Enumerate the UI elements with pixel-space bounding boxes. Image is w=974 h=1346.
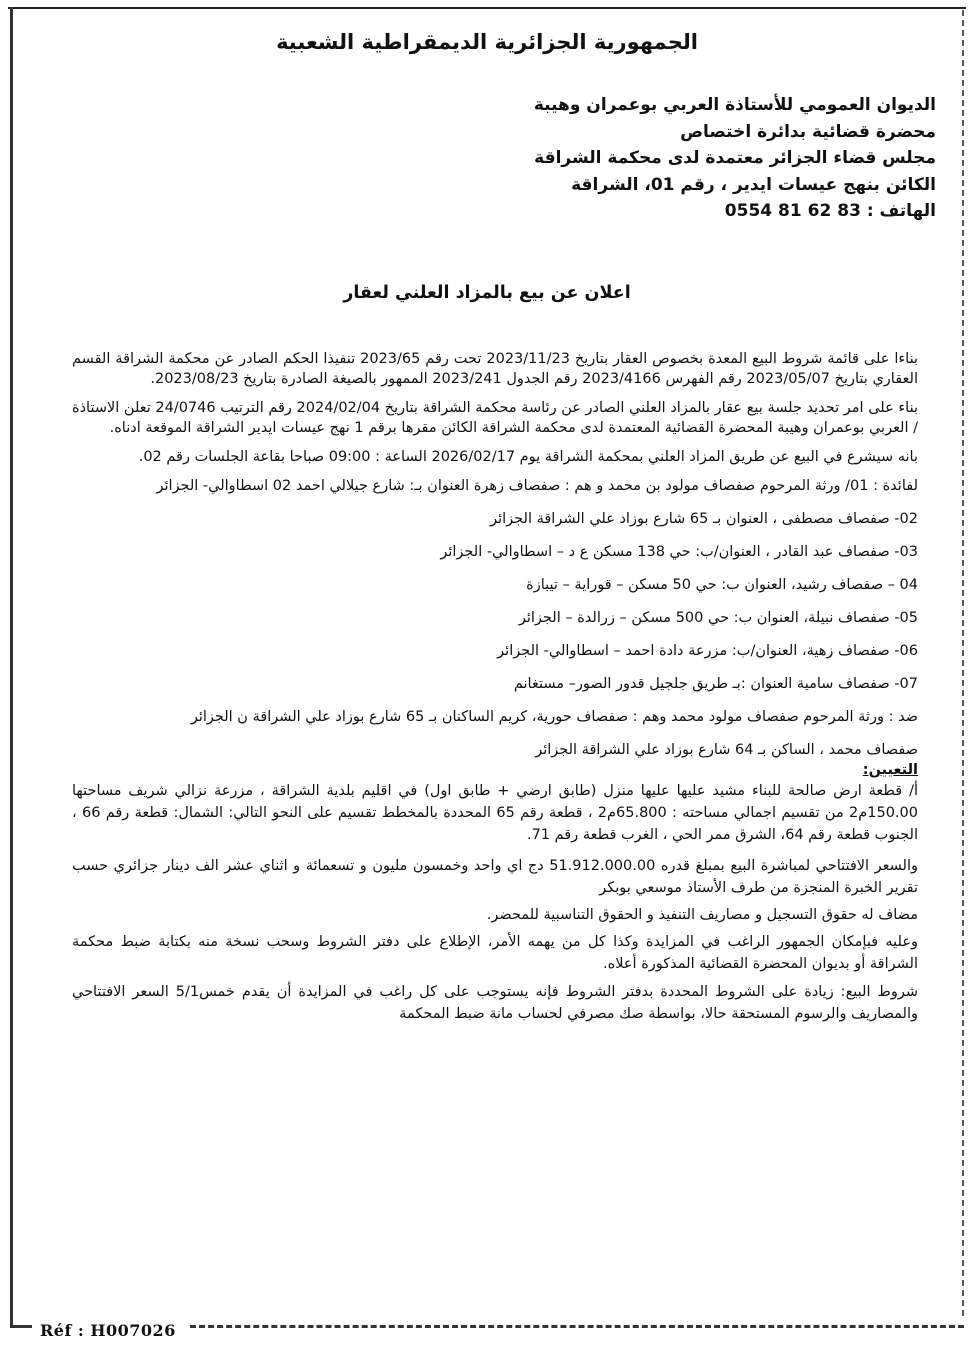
- page-border-top: [8, 7, 966, 9]
- list-item: لفائدة : 01/ ورثة المرحوم صفصاف مولود بن محمد و هم : صفصاف زهرة العنوان بـ: شارع جيلالي احمد 02 اسطاوالي- الجزائر: [156, 478, 918, 494]
- list-item: 07- صفصاف سامية العنوان :بـ طريق جلجيل قدور الصور– مستغانم: [513, 676, 918, 692]
- page-border-right: [962, 10, 964, 1316]
- paragraph-fees: مضاف له حقوق التسجيل و مصاريف التنفيذ و الحقوق التناسبية للمحضر.: [486, 907, 918, 923]
- republic-heading: الجمهورية الجزائرية الديمقراطية الشعبية: [276, 30, 698, 54]
- defendants-list: [72, 707, 918, 760]
- page-border-left: [10, 7, 13, 1325]
- office-court: مجلس قضاء الجزائر معتمدة لدى محكمة الشراقة: [534, 148, 936, 168]
- beneficiaries-list: [72, 476, 918, 694]
- announcement-body: [72, 349, 918, 1025]
- bailiff-office-block: [216, 92, 936, 225]
- list-item: صفصاف محمد ، الساكن بـ 64 شارع بوزاد علي الشراقة الجزائر: [535, 742, 918, 758]
- paragraph-sale-terms: شروط البيع: زيادة على الشروط المحددة بدفتر الشروط فإنه يستوجب على كل راغب في المزايدة أن يقدم خمس5/1 السعر الافتتاحي والمصاريف والرسوم المستحقة حالا، بواسطة صك مصرفي لحساب مانة ضبط المحكمة: [72, 984, 918, 1022]
- designation-heading: التعيين:: [862, 762, 918, 778]
- paragraph-sale-conditions-basis: بناءا على قائمة شروط البيع المعدة بخصوص العقار بتاريخ 2023/11/23 تحت رقم 2023/65 تنفيذا الحكم الصادر عن محكمة الشراقة القسم العقاري بتاريخ 2023/05/07 رقم الفهرس 2023/4166 رقم الجدول 2023/241 الممهور بالصيغة الصادرة بتاريخ 2023/08/23.: [72, 351, 919, 387]
- list-item: 06- صفصاف زهية، العنوان/ب: مزرعة دادة احمد – اسطاوالي- الجزائر: [497, 643, 918, 659]
- paragraph-auction-date: بانه سيشرع في البيع عن طريق المزاد العلني بمحكمة الشراقة يوم 2026/02/17 الساعة : 09:00 صباحا بقاعة الجلسات رقم 02.: [138, 449, 918, 465]
- paragraph-hearing-order: بناء على امر تحديد جلسة بيع عقار بالمزاد العلني الصادر عن رئاسة محكمة الشراقة بتاريخ 2024/02/04 رقم الترتيب 24/0746 تعلن الاستاذة / العربي بوعمران وهيبة المحضرة القضائية المعتمدة لدى محكمة الشراقة الكائن مقرها برقم 1 نهج عيسات ايدير الشراقة الموقعة ادناه.: [72, 400, 918, 436]
- list-item: 02- صفصاف مصطفى ، العنوان بـ 65 شارع بوزاد علي الشراقة الجزائر: [490, 511, 918, 527]
- list-item: 03- صفصاف عبد القادر ، العنوان/ب: حي 138 مسكن ع د – اسطاوالي- الجزائر: [440, 544, 918, 560]
- page-border-bottom-left: [10, 1325, 32, 1328]
- reference-number: Réf : H007026: [36, 1321, 180, 1340]
- page-border-bottom: [190, 1325, 964, 1328]
- list-item: 04 – صفصاف رشيد، العنوان ب: حي 50 مسكن – قوراية – تيبازة: [526, 577, 918, 593]
- paragraph-designation: أ/ قطعة ارض صالحة للبناء مشيد عليها عليها منزل (طابق ارضي + طابق اول) في اقليم بلدية الشراقة ، مزرعة نزالي شريف مساحتها 150.00م2 من تقسيم اجمالي مساحته : 65.800م2 ، قطعة رقم 65 المحددة بالمخطط تقسيم على النحو التالي: الشمال: قطعة رقم 66 ، الجنوب قطعة رقم 64، الشرق ممر الحي ، الغرب قطعة رقم 71.: [72, 783, 918, 843]
- office-jurisdiction: محضرة قضائية بدائرة اختصاص: [680, 121, 936, 142]
- office-address: الكائن بنهج عيسات ايدير ، رقم 01، الشراقة: [571, 174, 936, 195]
- list-item: ضد : ورثة المرحوم صفصاف مولود محمد وهم : صفصاف حورية، كريم الساكنان بـ 65 شارع بوزاد علي الشراقة ن الجزائر: [190, 709, 918, 725]
- office-phone: الهاتف : 83 62 81 0554: [724, 201, 936, 221]
- paragraph-public-consultation: وعليه فبإمكان الجمهور الراغب في المزايدة وكذا كل من يهمه الأمر، الإطلاع على دفتر الشروط وسحب نسخة منه بكتابة ضبط محكمة الشراقة أو بديوان المحضرة القضائية المذكورة أعلاه.: [72, 934, 918, 972]
- announcement-title: اعلان عن بيع بالمزاد العلني لعقار: [343, 283, 631, 303]
- paragraph-opening-price: والسعر الافتتاحي لمباشرة البيع بمبلغ قدره 51.912.000.00 دج اي واحد وخمسون مليون و تسعمائة و اثناي عشر الف دينار جزائري حسب تقرير الخبرة المنجزة من طرف الأستاذ موسعي بوبكر: [72, 858, 918, 896]
- office-name: الديوان العمومي للأستاذة العربي بوعمران وهيبة: [533, 95, 936, 115]
- list-item: 05- صفصاف نبيلة، العنوان ب: حي 500 مسكن – زرالدة – الجزائر: [518, 610, 918, 626]
